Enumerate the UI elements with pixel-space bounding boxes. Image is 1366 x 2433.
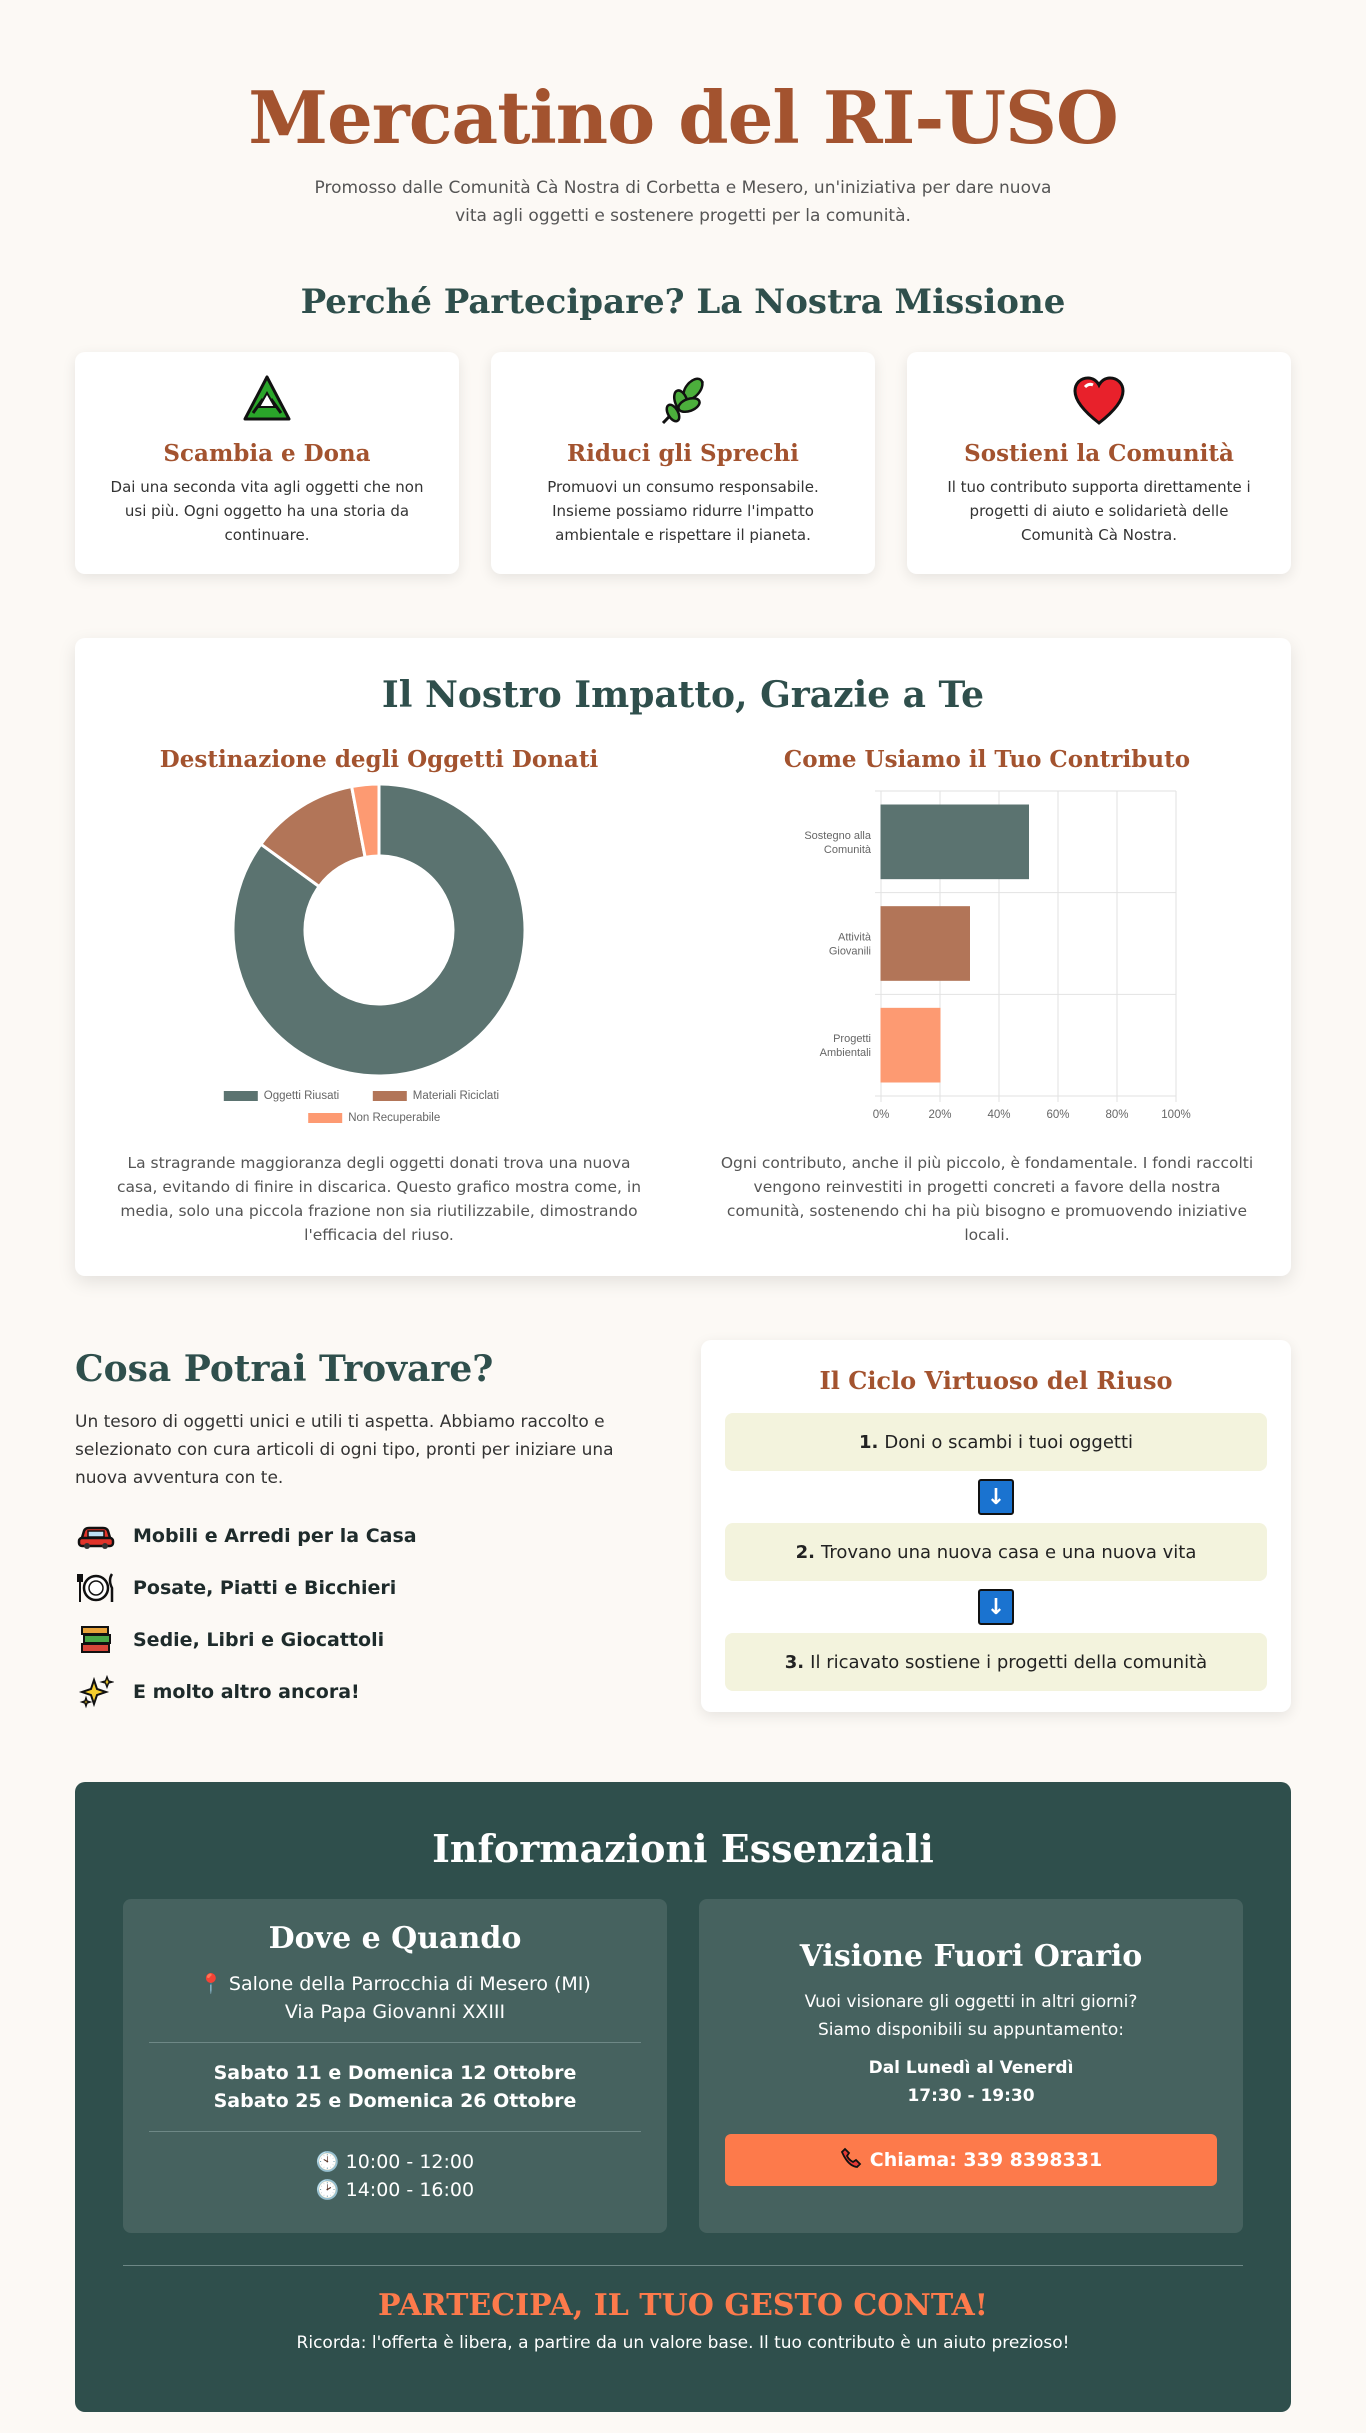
list-item-label: Mobili e Arredi per la Casa xyxy=(133,1525,417,1547)
donut-chart xyxy=(99,785,659,1135)
divider xyxy=(123,2265,1243,2266)
legend-label: Materiali Riciclati xyxy=(412,1090,500,1102)
list-item xyxy=(75,1562,665,1614)
bar-chart xyxy=(707,785,1267,1135)
bar xyxy=(881,1008,940,1082)
card-text: Dai una seconda vita agli oggetti che non usi più. Ogni oggetto ha una storia da continuare. xyxy=(110,478,424,544)
info-title: Informazioni Essenziali xyxy=(432,1826,934,1871)
cycle-card xyxy=(701,1340,1291,1712)
legend-label: Non Recuperabile xyxy=(348,1112,441,1124)
bar-column xyxy=(683,746,1291,1247)
mission-title: Perché Partecipare? La Nostra Missione xyxy=(300,282,1066,322)
hero xyxy=(75,0,1291,230)
car-icon xyxy=(75,1516,117,1556)
cycle-step xyxy=(725,1523,1267,1581)
visit-hours: 17:30 - 19:30 xyxy=(907,2086,1035,2106)
step-number: 3. xyxy=(784,1651,805,1673)
card-title: Sostieni la Comunità xyxy=(964,440,1234,467)
heart-icon xyxy=(933,370,1265,432)
y-tick-label: Attività xyxy=(837,931,871,944)
x-tick-label: 20% xyxy=(928,1109,952,1121)
card-title: Riduci gli Sprechi xyxy=(567,440,799,467)
cta xyxy=(123,2288,1243,2353)
donut-chart-title: Destinazione degli Oggetti Donati xyxy=(159,746,599,773)
step-text: Il ricavato sostiene i progetti della comunità xyxy=(810,1651,1208,1673)
visit-days: Dal Lunedì al Venerdì xyxy=(868,2058,1074,2078)
recycle-icon xyxy=(101,370,433,432)
y-tick-label: Sostegno alla xyxy=(804,829,871,842)
y-tick-label: Giovanili xyxy=(828,945,871,958)
event-dates-2: Sabato 25 e Domenica 26 Ottobre xyxy=(213,2090,577,2112)
mission-section xyxy=(75,282,1291,574)
x-tick-label: 100% xyxy=(1161,1109,1191,1121)
card-text: Promuovi un consumo responsabile. Insieme possiamo ridurre l'impatto ambientale e rispettare il pianeta. xyxy=(547,478,819,544)
venue-name: Salone della Parrocchia di Mesero (MI) xyxy=(228,1973,591,1995)
visit-title: Visione Fuori Orario xyxy=(799,1939,1143,1974)
pin-icon: 📍 xyxy=(199,1973,223,1995)
time-slot-2: 14:00 - 16:00 xyxy=(345,2179,475,2201)
step-text: Doni o scambi i tuoi oggetti xyxy=(884,1431,1134,1453)
bar xyxy=(881,805,1029,879)
list-item-label: Posate, Piatti e Bicchieri xyxy=(133,1577,397,1599)
x-tick-label: 0% xyxy=(872,1109,890,1121)
books-icon xyxy=(75,1620,117,1660)
where-when-box xyxy=(123,1899,667,2233)
where-when-title: Dove e Quando xyxy=(268,1921,522,1956)
cycle-title: Il Ciclo Virtuoso del Riuso xyxy=(819,1366,1173,1395)
cta-text: Ricorda: l'offerta è libera, a partire da un valore base. Il tuo contributo è un aiuto prezioso! xyxy=(296,2333,1070,2353)
cta-title: PARTECIPA, IL TUO GESTO CONTA! xyxy=(378,2288,988,2323)
clock-icon: 🕙 xyxy=(315,2151,340,2173)
cycle-step xyxy=(725,1413,1267,1471)
visit-text-2: Siamo disponibili su appuntamento: xyxy=(818,2020,1124,2040)
mission-card-reduce xyxy=(491,352,875,574)
visit-text-1: Vuoi visionare gli oggetti in altri giorni? xyxy=(804,1992,1138,2012)
sparkles-icon xyxy=(75,1672,117,1712)
find-title: Cosa Potrai Trovare? xyxy=(75,1348,494,1390)
page-title: Mercatino del RI-USO xyxy=(248,75,1118,160)
legend-swatch xyxy=(373,1091,407,1101)
call-button-label: Chiama: 339 8398331 xyxy=(869,2149,1103,2171)
step-text: Trovano una nuova casa e una nuova vita xyxy=(820,1541,1197,1563)
card-title: Scambia e Dona xyxy=(163,440,371,467)
step-number: 2. xyxy=(795,1541,815,1563)
mission-card-exchange xyxy=(75,352,459,574)
venue-address: Via Papa Giovanni XXIII xyxy=(284,2001,506,2023)
arrow-down-icon: ↓ xyxy=(978,1589,1014,1625)
divider xyxy=(149,2042,641,2043)
list-item xyxy=(75,1510,665,1562)
page-subtitle: Promosso dalle Comunità Cà Nostra di Corbetta e Mesero, un'iniziativa per dare nuova vita agli oggetti e sostenere progetti per la comunità. xyxy=(314,178,1052,226)
x-tick-label: 40% xyxy=(987,1109,1011,1121)
phone-icon xyxy=(840,2147,862,2174)
mission-card-support xyxy=(907,352,1291,574)
y-tick-label: Ambientali xyxy=(819,1047,871,1060)
legend-swatch xyxy=(224,1091,258,1101)
plate-cutlery-icon xyxy=(75,1568,117,1608)
find-description: Un tesoro di oggetti unici e utili ti aspetta. Abbiamo raccolto e selezionato con cura articoli di ogni tipo, pronti per iniziare una nuova avventura con te. xyxy=(75,1412,614,1488)
info-section xyxy=(75,1782,1291,2412)
y-tick-label: Comunità xyxy=(823,843,871,856)
divider xyxy=(149,2131,641,2132)
bar xyxy=(881,907,970,981)
call-button[interactable] xyxy=(725,2134,1217,2186)
step-number: 1. xyxy=(858,1431,879,1453)
impact-title: Il Nostro Impatto, Grazie a Te xyxy=(381,674,985,716)
impact-section xyxy=(75,638,1291,1276)
cycle-step xyxy=(725,1633,1267,1691)
event-dates-1: Sabato 11 e Domenica 12 Ottobre xyxy=(213,2062,577,2084)
leaf-icon xyxy=(517,370,849,432)
find-section xyxy=(75,1340,1291,1718)
bar-chart-title: Come Usiamo il Tuo Contributo xyxy=(783,746,1191,773)
legend-label: Oggetti Riusati xyxy=(263,1090,340,1102)
arrow-down-icon: ↓ xyxy=(978,1479,1014,1515)
bar-description: Ogni contributo, anche il più piccolo, è fondamentale. I fondi raccolti vengono reinvestiti in progetti concreti a favore della nostra comunità, sostenendo chi ha più bisogno e promuovendo iniziative locali. xyxy=(720,1154,1254,1244)
list-item-label: Sedie, Libri e Giocattoli xyxy=(133,1629,385,1651)
list-item xyxy=(75,1666,665,1718)
x-tick-label: 60% xyxy=(1046,1109,1070,1121)
clock-icon: 🕑 xyxy=(315,2179,340,2201)
donut-description: La stragrande maggioranza degli oggetti donati trova una nuova casa, evitando di finire in discarica. Questo grafico mostra come, in media, solo una piccola frazione non sia riutilizzabile, dimostrando l'efficacia del riuso. xyxy=(116,1154,642,1244)
x-tick-label: 80% xyxy=(1105,1109,1129,1121)
list-item xyxy=(75,1614,665,1666)
list-item-label: E molto altro ancora! xyxy=(133,1681,360,1703)
card-text: Il tuo contributo supporta direttamente i progetti di aiuto e solidarietà delle Comunità Cà Nostra. xyxy=(947,478,1251,544)
donut-column xyxy=(75,746,683,1247)
visit-box xyxy=(699,1899,1243,2233)
time-slot-1: 10:00 - 12:00 xyxy=(345,2151,475,2173)
y-tick-label: Progetti xyxy=(833,1033,871,1046)
legend-swatch xyxy=(308,1113,342,1123)
